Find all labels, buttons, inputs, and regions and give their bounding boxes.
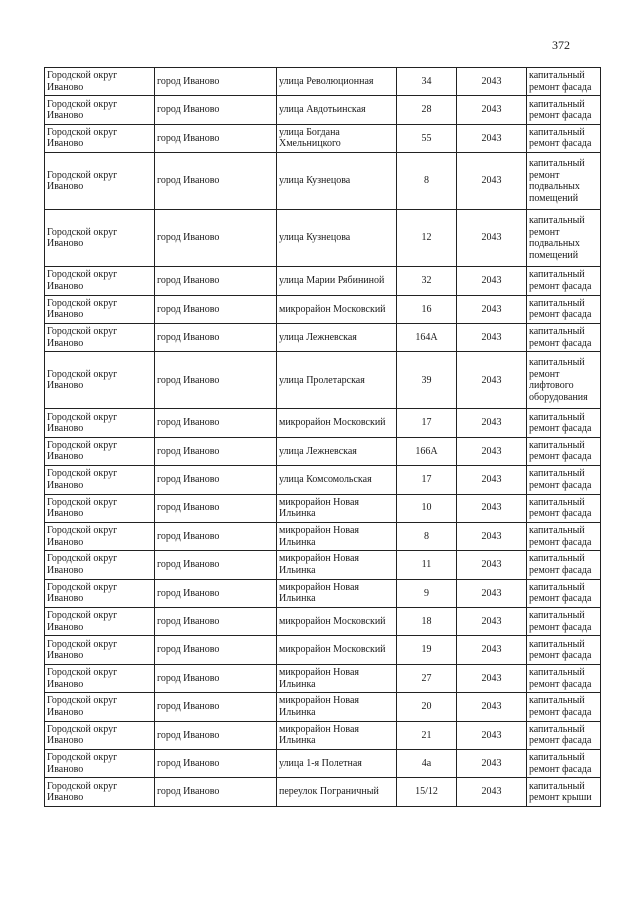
- cell-house-number: 21: [397, 721, 457, 749]
- cell-planned-year: 2043: [457, 96, 527, 124]
- cell-municipal-district: Городской округ Иваново: [45, 466, 155, 494]
- cell-planned-year: 2043: [457, 153, 527, 210]
- cell-planned-year: 2043: [457, 522, 527, 550]
- cell-planned-year: 2043: [457, 494, 527, 522]
- cell-house-number: 32: [397, 267, 457, 295]
- cell-house-number: 18: [397, 608, 457, 636]
- cell-street: улица Марии Рябининой: [277, 267, 397, 295]
- cell-house-number: 166А: [397, 437, 457, 465]
- table-row: [45, 522, 601, 550]
- cell-planned-year: 2043: [457, 210, 527, 267]
- cell-work-type: капитальный ремонт фасада: [527, 608, 601, 636]
- cell-street: улица Кузнецова: [277, 210, 397, 267]
- table-row: [45, 721, 601, 749]
- table-row: [45, 579, 601, 607]
- cell-house-number: 16: [397, 295, 457, 323]
- cell-municipal-district: Городской округ Иваново: [45, 96, 155, 124]
- cell-planned-year: 2043: [457, 664, 527, 692]
- table-row: [45, 295, 601, 323]
- cell-work-type: капитальный ремонт фасада: [527, 295, 601, 323]
- table-row: [45, 437, 601, 465]
- cell-house-number: 20: [397, 693, 457, 721]
- cell-work-type: капитальный ремонт фасада: [527, 323, 601, 351]
- cell-street: микрорайон Московский: [277, 608, 397, 636]
- table-row: [45, 466, 601, 494]
- cell-municipal-district: Городской округ Иваново: [45, 636, 155, 664]
- cell-municipal-district: Городской округ Иваново: [45, 494, 155, 522]
- cell-planned-year: 2043: [457, 721, 527, 749]
- cell-settlement: город Иваново: [155, 409, 277, 437]
- cell-work-type: капитальный ремонт фасада: [527, 466, 601, 494]
- cell-planned-year: 2043: [457, 636, 527, 664]
- cell-municipal-district: Городской округ Иваново: [45, 750, 155, 778]
- cell-street: микрорайон Новая Ильинка: [277, 721, 397, 749]
- repair-schedule-table: [44, 67, 601, 807]
- cell-street: улица Богдана Хмельницкого: [277, 124, 397, 152]
- cell-municipal-district: Городской округ Иваново: [45, 579, 155, 607]
- cell-settlement: город Иваново: [155, 267, 277, 295]
- cell-planned-year: 2043: [457, 352, 527, 409]
- cell-house-number: 9: [397, 579, 457, 607]
- cell-municipal-district: Городской округ Иваново: [45, 68, 155, 96]
- cell-settlement: город Иваново: [155, 466, 277, 494]
- table-row: [45, 750, 601, 778]
- table-row: [45, 409, 601, 437]
- cell-work-type: капитальный ремонт крыши: [527, 778, 601, 806]
- cell-municipal-district: Городской округ Иваново: [45, 352, 155, 409]
- cell-street: улица Комсомольская: [277, 466, 397, 494]
- cell-settlement: город Иваново: [155, 295, 277, 323]
- cell-street: микрорайон Московский: [277, 409, 397, 437]
- cell-street: микрорайон Новая Ильинка: [277, 579, 397, 607]
- cell-planned-year: 2043: [457, 124, 527, 152]
- cell-street: микрорайон Новая Ильинка: [277, 693, 397, 721]
- cell-settlement: город Иваново: [155, 352, 277, 409]
- cell-street: улица Лежневская: [277, 323, 397, 351]
- cell-municipal-district: Городской округ Иваново: [45, 153, 155, 210]
- table-row: [45, 323, 601, 351]
- table-row: [45, 608, 601, 636]
- cell-house-number: 164А: [397, 323, 457, 351]
- cell-settlement: город Иваново: [155, 778, 277, 806]
- cell-settlement: город Иваново: [155, 124, 277, 152]
- cell-settlement: город Иваново: [155, 579, 277, 607]
- cell-settlement: город Иваново: [155, 636, 277, 664]
- table-row: [45, 96, 601, 124]
- cell-house-number: 27: [397, 664, 457, 692]
- table-row: [45, 693, 601, 721]
- cell-work-type: капитальный ремонт фасада: [527, 96, 601, 124]
- cell-work-type: капитальный ремонт фасада: [527, 409, 601, 437]
- cell-house-number: 55: [397, 124, 457, 152]
- table-row: [45, 636, 601, 664]
- cell-planned-year: 2043: [457, 409, 527, 437]
- table-row: [45, 551, 601, 579]
- table-row: [45, 153, 601, 210]
- cell-municipal-district: Городской округ Иваново: [45, 551, 155, 579]
- cell-municipal-district: Городской округ Иваново: [45, 608, 155, 636]
- cell-house-number: 39: [397, 352, 457, 409]
- cell-house-number: 19: [397, 636, 457, 664]
- cell-settlement: город Иваново: [155, 522, 277, 550]
- cell-municipal-district: Городской округ Иваново: [45, 721, 155, 749]
- cell-planned-year: 2043: [457, 323, 527, 351]
- cell-house-number: 11: [397, 551, 457, 579]
- cell-street: микрорайон Московский: [277, 636, 397, 664]
- cell-settlement: город Иваново: [155, 437, 277, 465]
- cell-settlement: город Иваново: [155, 68, 277, 96]
- cell-work-type: капитальный ремонт лифтового оборудования: [527, 352, 601, 409]
- cell-work-type: капитальный ремонт фасада: [527, 124, 601, 152]
- cell-house-number: 15/12: [397, 778, 457, 806]
- cell-work-type: капитальный ремонт подвальных помещений: [527, 153, 601, 210]
- cell-planned-year: 2043: [457, 295, 527, 323]
- cell-municipal-district: Городской округ Иваново: [45, 323, 155, 351]
- cell-municipal-district: Городской округ Иваново: [45, 664, 155, 692]
- cell-house-number: 28: [397, 96, 457, 124]
- cell-settlement: город Иваново: [155, 323, 277, 351]
- cell-house-number: 10: [397, 494, 457, 522]
- cell-house-number: 17: [397, 466, 457, 494]
- cell-house-number: 34: [397, 68, 457, 96]
- cell-street: улица Лежневская: [277, 437, 397, 465]
- cell-municipal-district: Городской округ Иваново: [45, 522, 155, 550]
- cell-work-type: капитальный ремонт фасада: [527, 437, 601, 465]
- table-row: [45, 124, 601, 152]
- cell-street: микрорайон Новая Ильинка: [277, 551, 397, 579]
- cell-planned-year: 2043: [457, 437, 527, 465]
- cell-planned-year: 2043: [457, 693, 527, 721]
- cell-settlement: город Иваново: [155, 210, 277, 267]
- cell-house-number: 8: [397, 153, 457, 210]
- table-body: [45, 68, 601, 807]
- cell-planned-year: 2043: [457, 551, 527, 579]
- cell-house-number: 8: [397, 522, 457, 550]
- cell-planned-year: 2043: [457, 267, 527, 295]
- cell-street: улица Авдотьинская: [277, 96, 397, 124]
- cell-planned-year: 2043: [457, 778, 527, 806]
- cell-municipal-district: Городской округ Иваново: [45, 437, 155, 465]
- cell-street: улица Кузнецова: [277, 153, 397, 210]
- cell-work-type: капитальный ремонт фасада: [527, 636, 601, 664]
- table-row: [45, 68, 601, 96]
- cell-work-type: капитальный ремонт фасада: [527, 551, 601, 579]
- table-row: [45, 778, 601, 806]
- cell-street: улица 1-я Полетная: [277, 750, 397, 778]
- cell-municipal-district: Городской округ Иваново: [45, 693, 155, 721]
- page-number: 372: [552, 38, 570, 52]
- cell-settlement: город Иваново: [155, 551, 277, 579]
- cell-street: микрорайон Новая Ильинка: [277, 522, 397, 550]
- cell-settlement: город Иваново: [155, 750, 277, 778]
- cell-municipal-district: Городской округ Иваново: [45, 409, 155, 437]
- cell-settlement: город Иваново: [155, 664, 277, 692]
- cell-planned-year: 2043: [457, 466, 527, 494]
- cell-settlement: город Иваново: [155, 96, 277, 124]
- cell-planned-year: 2043: [457, 68, 527, 96]
- cell-municipal-district: Городской округ Иваново: [45, 210, 155, 267]
- cell-planned-year: 2043: [457, 579, 527, 607]
- cell-house-number: 17: [397, 409, 457, 437]
- table-row: [45, 352, 601, 409]
- cell-house-number: 4а: [397, 750, 457, 778]
- cell-settlement: город Иваново: [155, 153, 277, 210]
- cell-street: улица Революционная: [277, 68, 397, 96]
- cell-street: переулок Пограничный: [277, 778, 397, 806]
- cell-work-type: капитальный ремонт фасада: [527, 267, 601, 295]
- cell-settlement: город Иваново: [155, 721, 277, 749]
- cell-municipal-district: Городской округ Иваново: [45, 267, 155, 295]
- cell-work-type: капитальный ремонт фасада: [527, 579, 601, 607]
- table-row: [45, 494, 601, 522]
- cell-planned-year: 2043: [457, 750, 527, 778]
- table-row: [45, 267, 601, 295]
- cell-work-type: капитальный ремонт фасада: [527, 750, 601, 778]
- cell-municipal-district: Городской округ Иваново: [45, 778, 155, 806]
- cell-work-type: капитальный ремонт фасада: [527, 693, 601, 721]
- cell-street: микрорайон Новая Ильинка: [277, 664, 397, 692]
- table-row: [45, 210, 601, 267]
- cell-municipal-district: Городской округ Иваново: [45, 124, 155, 152]
- cell-work-type: капитальный ремонт фасада: [527, 522, 601, 550]
- cell-street: микрорайон Московский: [277, 295, 397, 323]
- cell-settlement: город Иваново: [155, 608, 277, 636]
- cell-street: улица Пролетарская: [277, 352, 397, 409]
- cell-planned-year: 2043: [457, 608, 527, 636]
- cell-work-type: капитальный ремонт фасада: [527, 68, 601, 96]
- cell-settlement: город Иваново: [155, 693, 277, 721]
- cell-work-type: капитальный ремонт подвальных помещений: [527, 210, 601, 267]
- cell-settlement: город Иваново: [155, 494, 277, 522]
- cell-house-number: 12: [397, 210, 457, 267]
- cell-municipal-district: Городской округ Иваново: [45, 295, 155, 323]
- table-row: [45, 664, 601, 692]
- cell-street: микрорайон Новая Ильинка: [277, 494, 397, 522]
- cell-work-type: капитальный ремонт фасада: [527, 721, 601, 749]
- cell-work-type: капитальный ремонт фасада: [527, 664, 601, 692]
- cell-work-type: капитальный ремонт фасада: [527, 494, 601, 522]
